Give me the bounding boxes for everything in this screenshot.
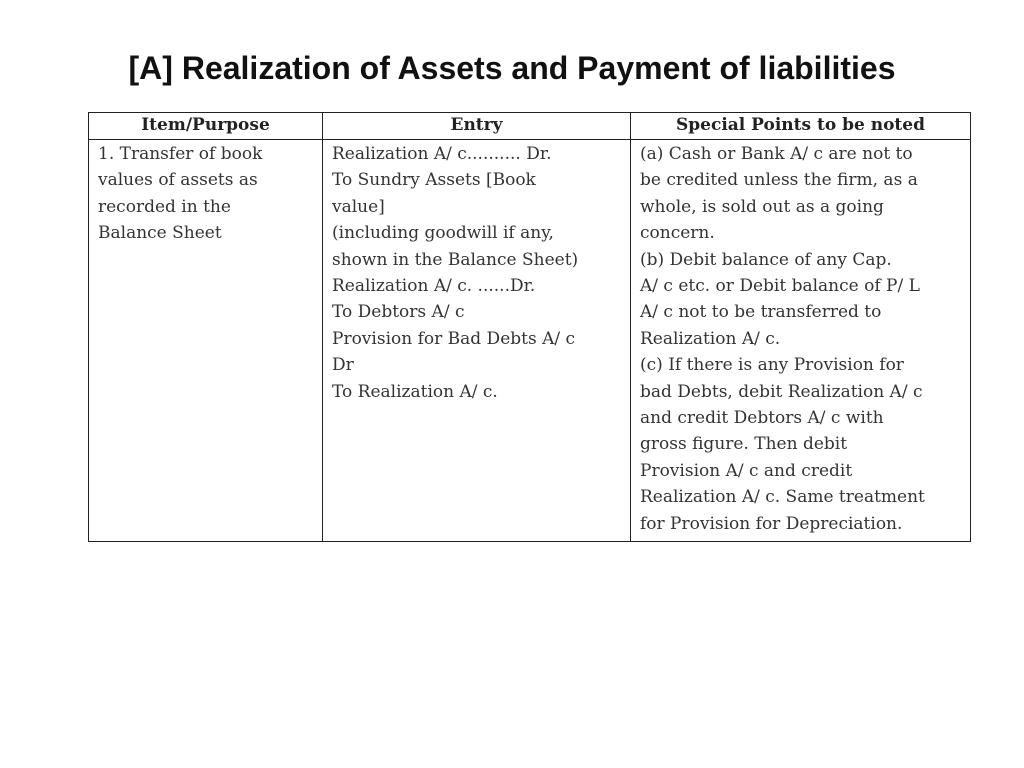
header-item-purpose: Item/Purpose [89,113,323,140]
table-header-row [89,113,971,140]
cell-item-purpose: 1. Transfer of book values of assets as recorded in the Balance Sheet [89,140,323,542]
header-special-points: Special Points to be noted [631,113,971,140]
cell-entry: Realization A/ c.......... Dr. To Sundry Assets [Book value] (including goodwill if any, shown in the Balance Sheet) Realization A/ c. ......Dr. To Debtors A/ c Provision for Bad Debts A/ c Dr To Realization A/ c. [323,140,631,542]
header-entry: Entry [323,113,631,140]
entries-table [88,112,971,542]
cell-special-points: (a) Cash or Bank A/ c are not to be credited unless the firm, as a whole, is sold out as a going concern. (b) Debit balance of any Cap. A/ c etc. or Debit balance of P/ L A/ c not to be transferred to Realization A/ c. (c) If there is any Provision for bad Debts, debit Realization A/ c and credit Debtors A/ c with gross figure. Then debit Provision A/ c and credit Realization A/ c. Same treatment for Provision for Depreciation. [631,140,971,542]
entries-table-wrapper [88,112,970,542]
slide-title: [A] Realization of Assets and Payment of liabilities [128,50,896,86]
table-row [89,140,971,542]
